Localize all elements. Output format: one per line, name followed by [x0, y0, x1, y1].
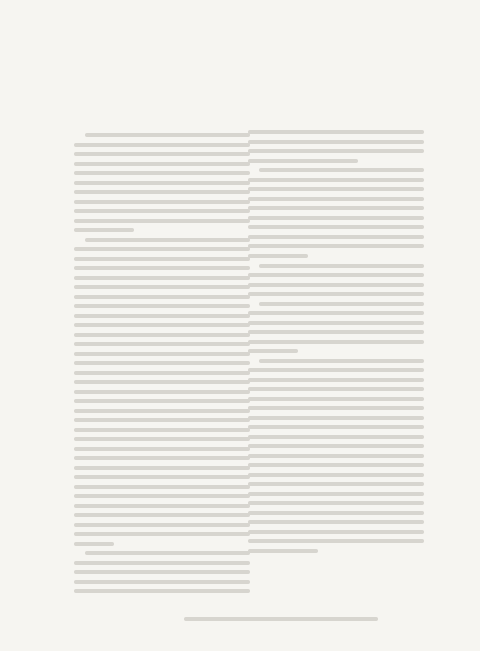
text-line-placeholder — [74, 399, 250, 403]
text-line-placeholder — [248, 549, 318, 553]
text-line-placeholder — [248, 216, 424, 220]
text-line-placeholder — [74, 542, 114, 546]
text-line-placeholder — [74, 371, 250, 375]
text-line-placeholder — [74, 390, 250, 394]
text-line-placeholder — [74, 209, 250, 213]
text-line-placeholder — [74, 475, 250, 479]
text-line-placeholder — [74, 437, 250, 441]
text-line-placeholder — [74, 257, 250, 261]
text-line-placeholder — [74, 589, 250, 593]
text-line-placeholder — [248, 387, 424, 391]
text-line-placeholder — [74, 143, 250, 147]
text-line-placeholder — [259, 168, 424, 172]
text-line-placeholder — [74, 352, 250, 356]
text-line-placeholder — [85, 133, 250, 137]
text-line-placeholder — [74, 532, 250, 536]
text-line-placeholder — [74, 171, 250, 175]
text-line-placeholder — [248, 225, 424, 229]
text-line-placeholder — [74, 304, 250, 308]
text-line-placeholder — [248, 530, 424, 534]
text-line-placeholder — [74, 200, 250, 204]
text-line-placeholder — [248, 187, 424, 191]
text-line-placeholder — [74, 513, 250, 517]
text-line-placeholder — [248, 254, 308, 258]
text-line-placeholder — [248, 140, 424, 144]
text-line-placeholder — [74, 580, 250, 584]
text-line-placeholder — [248, 273, 424, 277]
text-line-placeholder — [248, 435, 424, 439]
text-line-placeholder — [74, 494, 250, 498]
text-line-placeholder — [74, 409, 250, 413]
text-line-placeholder — [248, 539, 424, 543]
text-line-placeholder — [248, 321, 424, 325]
text-line-placeholder — [248, 159, 358, 163]
text-line-placeholder — [248, 473, 424, 477]
text-line-placeholder — [248, 406, 424, 410]
text-line-placeholder — [74, 570, 250, 574]
text-line-placeholder — [248, 397, 424, 401]
text-line-placeholder — [248, 454, 424, 458]
text-line-placeholder — [248, 368, 424, 372]
text-line-placeholder — [248, 463, 424, 467]
text-line-placeholder — [248, 130, 424, 134]
text-line-placeholder — [248, 149, 424, 153]
text-line-placeholder — [85, 238, 250, 242]
text-line-placeholder — [74, 190, 250, 194]
text-line-placeholder — [248, 444, 424, 448]
text-line-placeholder — [248, 501, 424, 505]
text-line-placeholder — [259, 264, 424, 268]
text-line-placeholder — [74, 276, 250, 280]
text-line-placeholder — [248, 178, 424, 182]
text-line-placeholder — [248, 292, 424, 296]
text-line-placeholder — [259, 302, 424, 306]
text-line-placeholder — [248, 520, 424, 524]
text-line-placeholder — [85, 551, 250, 555]
text-line-placeholder — [248, 206, 424, 210]
text-line-placeholder — [74, 466, 250, 470]
text-line-placeholder — [74, 485, 250, 489]
text-line-placeholder — [259, 359, 424, 363]
text-line-placeholder — [74, 380, 250, 384]
footer-text-placeholder — [184, 617, 378, 621]
text-line-placeholder — [74, 342, 250, 346]
text-line-placeholder — [74, 504, 250, 508]
page-footer — [184, 610, 408, 628]
text-line-placeholder — [74, 314, 250, 318]
text-line-placeholder — [248, 311, 424, 315]
text-line-placeholder — [248, 244, 424, 248]
text-line-placeholder — [74, 219, 250, 223]
text-line-placeholder — [74, 333, 250, 337]
right-column — [248, 130, 424, 558]
text-line-placeholder — [248, 340, 424, 344]
text-line-placeholder — [248, 235, 424, 239]
text-line-placeholder — [74, 523, 250, 527]
text-line-placeholder — [74, 428, 250, 432]
left-column — [74, 130, 250, 599]
text-line-placeholder — [74, 418, 250, 422]
text-line-placeholder — [74, 181, 250, 185]
text-line-placeholder — [74, 152, 250, 156]
text-line-placeholder — [74, 162, 250, 166]
text-line-placeholder — [74, 266, 250, 270]
text-line-placeholder — [248, 492, 424, 496]
text-line-placeholder — [74, 285, 250, 289]
text-line-placeholder — [74, 561, 250, 565]
text-line-placeholder — [248, 482, 424, 486]
text-line-placeholder — [74, 295, 250, 299]
text-line-placeholder — [74, 361, 250, 365]
text-line-placeholder — [74, 228, 134, 232]
text-line-placeholder — [248, 416, 424, 420]
text-line-placeholder — [74, 447, 250, 451]
text-line-placeholder — [248, 197, 424, 201]
text-line-placeholder — [248, 425, 424, 429]
text-line-placeholder — [248, 511, 424, 515]
text-line-placeholder — [248, 283, 424, 287]
text-line-placeholder — [74, 323, 250, 327]
text-line-placeholder — [74, 456, 250, 460]
text-line-placeholder — [248, 330, 424, 334]
text-line-placeholder — [248, 378, 424, 382]
text-line-placeholder — [74, 247, 250, 251]
text-line-placeholder — [248, 349, 298, 353]
